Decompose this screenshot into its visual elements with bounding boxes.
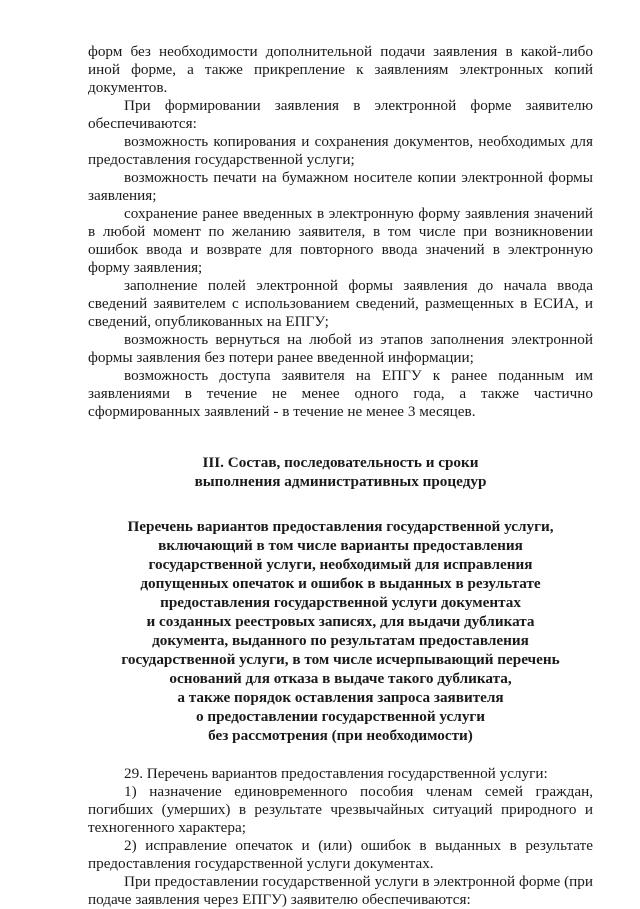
list-item: возможность копирования и сохранения документов, необходимых для предоставления государственной услуги; xyxy=(88,133,593,168)
section-heading xyxy=(88,453,593,491)
paragraph: При предоставлении государственной услуги в электронной форме (при подаче заявления через ЕПГУ) заявителю обеспечиваются: xyxy=(88,873,593,908)
subsection-heading-line: оснований для отказа в выдаче такого дубликата, xyxy=(169,670,512,687)
subsection-heading-line: государственной услуги, необходимый для исправления xyxy=(148,556,533,573)
subsection-heading xyxy=(88,517,593,745)
subsection-heading-line: а также порядок оставления запроса заявителя xyxy=(177,689,504,706)
list-item: возможность вернуться на любой из этапов заполнения электронной формы заявления без потери ранее введенной информации; xyxy=(88,331,593,366)
subsection-heading-line: и созданных реестровых записях, для выдачи дубликата xyxy=(146,613,535,630)
subsection-heading-line: включающий в том числе варианты предоставления xyxy=(158,537,523,554)
subsection-heading-line: о предоставлении государственной услуги xyxy=(195,708,486,725)
section-heading-line: III. Состав, последовательность и сроки xyxy=(202,454,479,471)
list-item: сохранение ранее введенных в электронную форму заявления значений в любой момент по желанию заявителя, в том числе при возникновении ошибок ввода и возврате для повторного ввода значений в электронную форму заявления; xyxy=(88,205,593,276)
section-heading-line: выполнения административных процедур xyxy=(194,473,487,490)
paragraph: При формировании заявления в электронной форме заявителю обеспечиваются: xyxy=(88,97,593,132)
subsection-heading-line: Перечень вариантов предоставления государственной услуги, xyxy=(127,518,554,535)
subsection-heading-line: допущенных опечаток и ошибок в выданных в результате xyxy=(140,575,541,592)
list-item: заполнение полей электронной формы заявления до начала ввода сведений заявителем с использованием сведений, размещенных в ЕСИА, и сведений, опубликованных на ЕПГУ; xyxy=(88,277,593,330)
paragraph: 29. Перечень вариантов предоставления государственной услуги: xyxy=(124,765,548,782)
document-body xyxy=(88,43,593,909)
subsection-heading-line: документа, выданного по результатам предоставления xyxy=(152,632,529,649)
subsection-heading-line: предоставления государственной услуги документах xyxy=(160,594,521,611)
paragraph: форм без необходимости дополнительной подачи заявления в какой-либо иной форме, а также прикрепление к заявлениям электронных копий документов. xyxy=(88,43,593,96)
subsection-heading-line: государственной услуги, в том числе исчерпывающий перечень xyxy=(121,651,560,668)
list-item: возможность доступа заявителя на ЕПГУ к ранее поданным им заявлениями в течение не менее одного года, а также частично сформированных заявлений - в течение не менее 3 месяцев. xyxy=(88,367,593,420)
subsection-heading-line: без рассмотрения (при необходимости) xyxy=(208,727,473,744)
list-item: 2) исправление опечаток и (или) ошибок в выданных в результате предоставления государственной услуги документах. xyxy=(88,837,593,872)
list-item: возможность печати на бумажном носителе копии электронной формы заявления; xyxy=(88,169,593,204)
list-item: 1) назначение единовременного пособия членам семей граждан, погибших (умерших) в результате чрезвычайных ситуаций природного и техногенного характера; xyxy=(88,783,593,836)
